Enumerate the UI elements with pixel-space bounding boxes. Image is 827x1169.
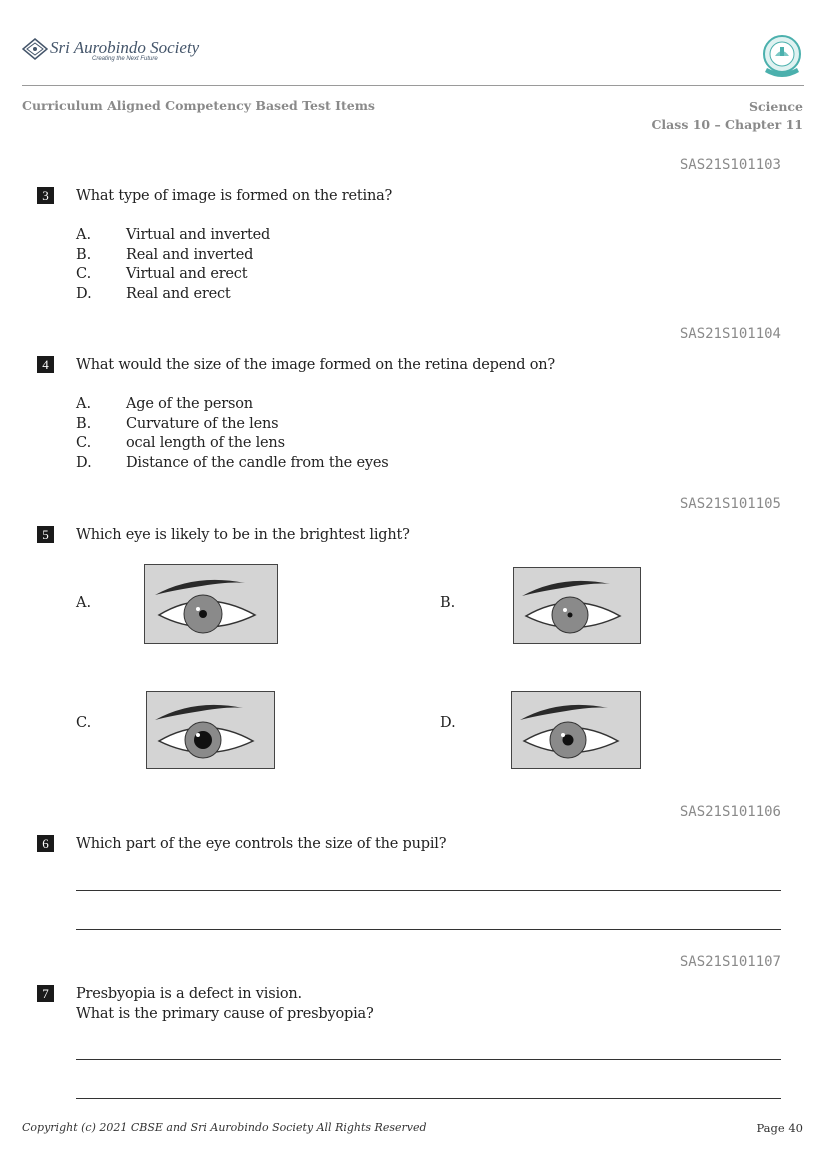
answer-line[interactable] xyxy=(76,1098,781,1099)
question-text: Presbyopia is a defect in vision. xyxy=(76,986,302,1002)
society-logo-icon xyxy=(22,38,48,60)
question-text-line2: What is the primary cause of presbyopia? xyxy=(76,1006,374,1022)
question-text: What type of image is formed on the retina? xyxy=(76,188,393,204)
logo-tagline: Creating the Next Future xyxy=(92,56,158,62)
subject-info xyxy=(651,98,803,134)
page-number: Page 40 xyxy=(756,1121,803,1135)
question-code: SAS21S101103 xyxy=(679,157,781,173)
copyright: Copyright (c) 2021 CBSE and Sri Aurobindo Society All Rights Reserved xyxy=(22,1121,427,1134)
logo-text: Sri Aurobindo Society xyxy=(50,38,200,57)
question-number: 5 xyxy=(37,526,54,543)
question-number: 7 xyxy=(37,985,54,1002)
question-text: Which eye is likely to be in the brightest light? xyxy=(76,527,410,543)
question-code: SAS21S101107 xyxy=(679,954,781,970)
option-letter: C. xyxy=(76,266,92,282)
answer-line[interactable] xyxy=(76,929,781,930)
option-text: Curvature of the lens xyxy=(126,416,279,432)
subject: Science xyxy=(749,99,803,114)
option-letter: A. xyxy=(76,396,92,412)
option-letter: C. xyxy=(76,715,92,731)
option-letter: B. xyxy=(76,416,92,432)
option-text: Virtual and inverted xyxy=(126,227,271,243)
eye-image-a xyxy=(144,564,278,644)
answer-line[interactable] xyxy=(76,1059,781,1060)
eye-image-d xyxy=(511,691,641,769)
option-letter: B. xyxy=(76,247,92,263)
answer-line[interactable] xyxy=(76,890,781,891)
question-text: Which part of the eye controls the size of the pupil? xyxy=(76,836,447,852)
option-letter: D. xyxy=(76,286,92,302)
eye-image-b xyxy=(513,567,641,644)
option-text: Real and inverted xyxy=(126,247,254,263)
question-text: What would the size of the image formed on the retina depend on? xyxy=(76,357,556,373)
option-text: Distance of the candle from the eyes xyxy=(126,455,389,471)
question-number: 4 xyxy=(37,356,54,373)
option-text: ocal length of the lens xyxy=(126,435,285,451)
option-letter: A. xyxy=(76,595,92,611)
option-letter: D. xyxy=(76,455,92,471)
option-text: Age of the person xyxy=(126,396,253,412)
question-number: 6 xyxy=(37,835,54,852)
curriculum-title: Curriculum Aligned Competency Based Test Items xyxy=(22,98,375,113)
option-letter: A. xyxy=(76,227,92,243)
question-number: 3 xyxy=(37,187,54,204)
option-text: Virtual and erect xyxy=(126,266,248,282)
class-chapter: Class 10 – Chapter 11 xyxy=(651,117,803,132)
question-code: SAS21S101105 xyxy=(679,496,781,512)
option-text: Real and erect xyxy=(126,286,231,302)
option-letter: B. xyxy=(440,595,456,611)
eye-image-c xyxy=(146,691,275,769)
cbse-emblem-icon xyxy=(761,34,803,80)
header-divider xyxy=(22,85,804,86)
option-letter: D. xyxy=(440,715,456,731)
question-code: SAS21S101104 xyxy=(679,326,781,342)
question-code: SAS21S101106 xyxy=(679,804,781,820)
option-letter: C. xyxy=(76,435,92,451)
